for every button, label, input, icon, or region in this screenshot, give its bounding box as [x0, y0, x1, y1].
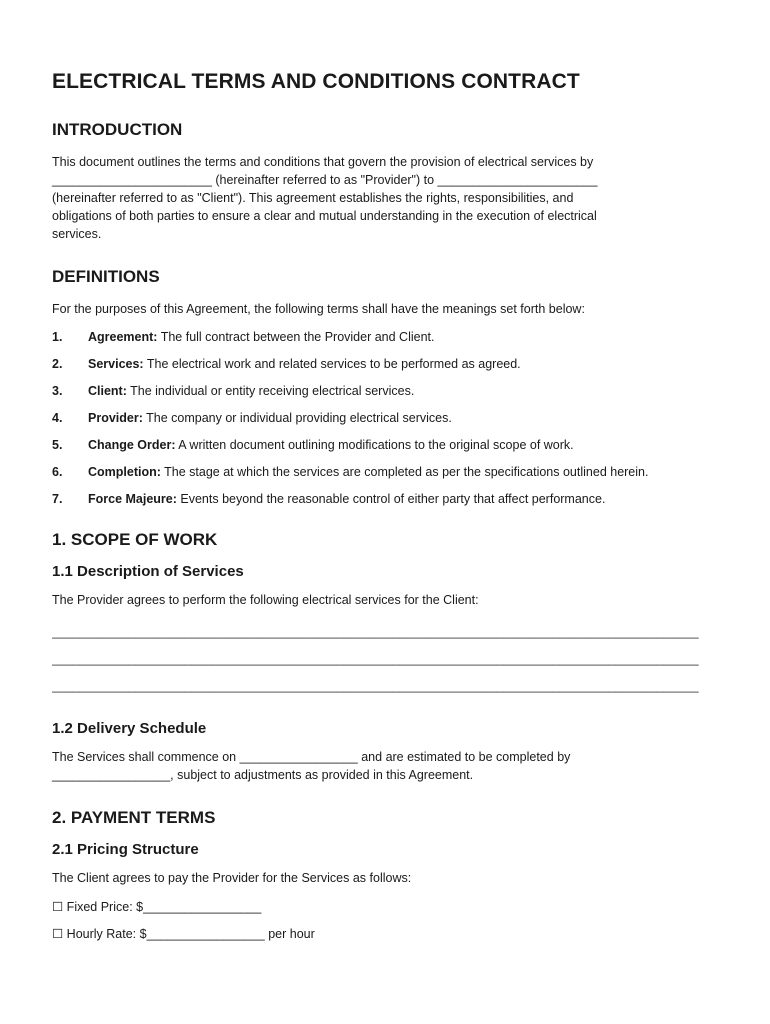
definition-body: [88, 437, 718, 454]
definition-term: Force Majeure:: [88, 492, 177, 506]
definition-item: [52, 329, 718, 346]
definition-number: 2.: [52, 357, 63, 371]
definition-item: [52, 437, 718, 454]
intro-line: obligations of both parties to ensure a clear and mutual understanding in the execution of electrical: [52, 209, 597, 223]
definition-body: [88, 410, 718, 427]
schedule-heading: 1.2 Delivery Schedule: [52, 720, 207, 737]
schedule-paragraph: [52, 748, 718, 784]
schedule-line: The Services shall commence on _________________ and are estimated to be completed by: [52, 750, 571, 764]
definition-term: Services:: [88, 357, 144, 371]
intro-line: This document outlines the terms and conditions that govern the provision of electrical services by: [52, 155, 594, 169]
definition-body: [88, 329, 718, 346]
definition-item: [52, 410, 718, 427]
definitions-lead: For the purposes of this Agreement, the following terms shall have the meanings set forth below:: [52, 302, 585, 316]
definition-term: Change Order:: [88, 438, 176, 452]
definition-number: 6.: [52, 465, 63, 479]
definition-number: 7.: [52, 492, 63, 506]
pricing-heading: 2.1 Pricing Structure: [52, 841, 199, 858]
definition-number: 5.: [52, 438, 63, 452]
description-text: The Provider agrees to perform the following electrical services for the Client:: [52, 593, 479, 607]
services-fill-line[interactable]: _____________________________________________________________________________________________: [52, 652, 699, 666]
definition-number: 1.: [52, 330, 63, 344]
definition-term: Completion:: [88, 465, 161, 479]
definition-number: 3.: [52, 384, 63, 398]
document-title: ELECTRICAL TERMS AND CONDITIONS CONTRACT: [52, 70, 580, 93]
definition-text: The full contract between the Provider and Client.: [157, 330, 435, 344]
definition-text: The company or individual providing electrical services.: [142, 411, 452, 425]
intro-line: _______________________ (hereinafter referred to as "Provider") to _______________________: [52, 173, 598, 187]
pricing-text: The Client agrees to pay the Provider for the Services as follows:: [52, 871, 412, 885]
services-blank-lines: [52, 623, 718, 695]
definitions-heading: DEFINITIONS: [52, 267, 160, 286]
description-heading: 1.1 Description of Services: [52, 563, 244, 580]
definition-body: [88, 356, 718, 373]
fixed-price-option[interactable]: ☐ Fixed Price: $_________________: [52, 900, 262, 914]
definition-text: The individual or entity receiving electrical services.: [126, 384, 415, 398]
definition-text: The electrical work and related services to be performed as agreed.: [143, 357, 521, 371]
definition-body: [88, 491, 718, 508]
definition-body: [88, 464, 718, 481]
definition-text: The stage at which the services are completed as per the specifications outlined herein.: [160, 465, 649, 479]
schedule-line: _________________, subject to adjustments as provided in this Agreement.: [52, 768, 474, 782]
intro-line: (hereinafter referred to as "Client"). This agreement establishes the rights, responsibilities, and: [52, 191, 574, 205]
services-fill-line[interactable]: _____________________________________________________________________________________________: [52, 625, 699, 639]
definition-text: Events beyond the reasonable control of either party that affect performance.: [176, 492, 606, 506]
services-fill-line[interactable]: _____________________________________________________________________________________________: [52, 679, 699, 693]
hourly-rate-option[interactable]: ☐ Hourly Rate: $_________________ per hour: [52, 927, 315, 941]
definition-item: [52, 464, 718, 481]
definitions-list: [52, 329, 718, 508]
definition-body: [88, 383, 718, 400]
definition-item: [52, 383, 718, 400]
definition-number: 4.: [52, 411, 63, 425]
definition-term: Client:: [88, 384, 127, 398]
definition-term: Agreement:: [88, 330, 158, 344]
scope-heading: 1. SCOPE OF WORK: [52, 530, 218, 549]
intro-heading: INTRODUCTION: [52, 120, 183, 139]
intro-paragraph: [52, 153, 718, 243]
definition-text: A written document outlining modifications to the original scope of work.: [175, 438, 574, 452]
definition-item: [52, 491, 718, 508]
definition-term: Provider:: [88, 411, 143, 425]
payment-heading: 2. PAYMENT TERMS: [52, 808, 216, 827]
intro-line: services.: [52, 227, 102, 241]
definition-item: [52, 356, 718, 373]
